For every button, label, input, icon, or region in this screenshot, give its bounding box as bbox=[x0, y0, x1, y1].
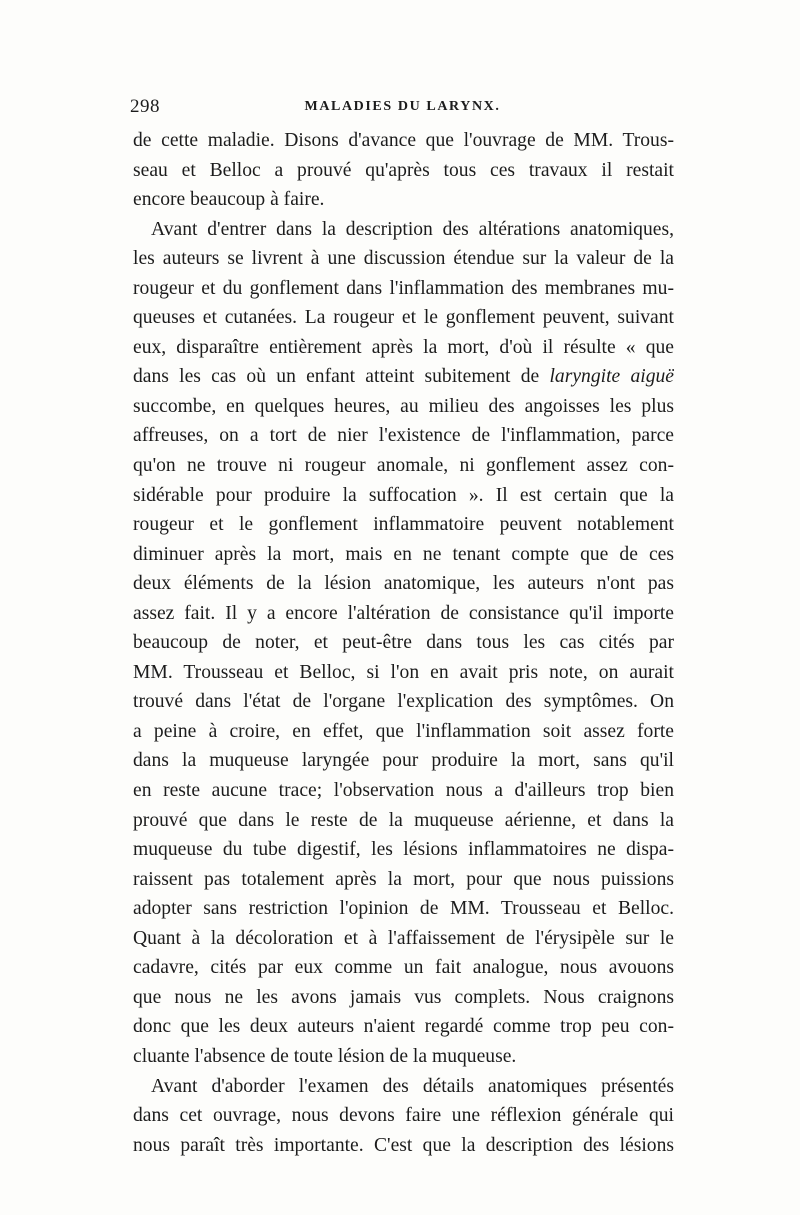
text-line: raissent pas totalement après la mort, pour que nous puissions bbox=[133, 868, 674, 890]
text-line: trouvé dans l'état de l'organe l'explication des symptômes. On bbox=[133, 691, 674, 713]
page-header bbox=[130, 96, 675, 120]
text-line: beaucoup de noter, et peut-être dans tous les cas cités par bbox=[133, 632, 674, 654]
text-line: rougeur et du gonflement dans l'inflammation des membranes mu- bbox=[133, 277, 674, 299]
text-line: qu'on ne trouve ni rougeur anomale, ni gonflement assez con- bbox=[133, 455, 674, 477]
italic-term: laryngite aiguë bbox=[549, 366, 674, 388]
running-head: MALADIES DU LARYNX. bbox=[304, 99, 501, 114]
text-line: a peine à croire, en effet, que l'inflammation soit assez forte bbox=[133, 720, 674, 742]
text-line: sidérable pour produire la suffocation ». Il est certain que la bbox=[133, 484, 674, 506]
text-line: muqueuse du tube digestif, les lésions inflammatoires ne dispa- bbox=[133, 839, 674, 861]
text-line: dans cet ouvrage, nous devons faire une réflexion générale qui bbox=[133, 1105, 674, 1127]
text-line: Avant d'entrer dans la description des altérations anatomiques, bbox=[151, 218, 674, 240]
text-line: cluante l'absence de toute lésion de la muqueuse. bbox=[133, 1045, 517, 1067]
text-line: donc que les deux auteurs n'aient regardé comme trop peu con- bbox=[133, 1016, 674, 1038]
text-line: de cette maladie. Disons d'avance que l'ouvrage de MM. Trous- bbox=[133, 130, 674, 151]
text-line: assez fait. Il y a encore l'altération de consistance qu'il importe bbox=[133, 602, 674, 624]
text-line: eux, disparaître entièrement après la mort, d'où il résulte « que bbox=[133, 336, 674, 358]
text-line: affreuses, on a tort de nier l'existence de l'inflammation, parce bbox=[133, 425, 674, 447]
text-line: deux éléments de la lésion anatomique, les auteurs n'ont pas bbox=[133, 573, 674, 595]
text-line: que nous ne les avons jamais vus complets. Nous craignons bbox=[133, 986, 674, 1008]
text-line: les auteurs se livrent à une discussion étendue sur la valeur de la bbox=[133, 248, 674, 270]
text-line: dans les cas où un enfant atteint subitement de laryngite aiguë bbox=[133, 366, 674, 388]
text-line: Avant d'aborder l'examen des détails anatomiques présentés bbox=[151, 1075, 674, 1097]
text-line: seau et Belloc a prouvé qu'après tous ces travaux il restait bbox=[133, 159, 674, 181]
text-line: MM. Trousseau et Belloc, si l'on en avait pris note, on aurait bbox=[133, 661, 674, 683]
body-text bbox=[133, 126, 674, 1160]
text-line: adopter sans restriction l'opinion de MM. Trousseau et Belloc. bbox=[133, 898, 674, 920]
text-line: queuses et cutanées. La rougeur et le gonflement peuvent, suivant bbox=[133, 307, 674, 329]
text-line: cadavre, cités par eux comme un fait analogue, nous avouons bbox=[133, 957, 674, 979]
text-line: encore beaucoup à faire. bbox=[133, 189, 325, 211]
text-line: succombe, en quelques heures, au milieu des angoisses les plus bbox=[133, 395, 674, 417]
text-line: en reste aucune trace; l'observation nous a d'ailleurs trop bien bbox=[133, 780, 674, 802]
text-line: Quant à la décoloration et à l'affaissement de l'érysipèle sur le bbox=[133, 927, 674, 949]
text-line: dans la muqueuse laryngée pour produire la mort, sans qu'il bbox=[133, 750, 674, 772]
text-line: prouvé que dans le reste de la muqueuse aérienne, et dans la bbox=[133, 809, 674, 831]
text-line: diminuer après la mort, mais en ne tenant compte que de ces bbox=[133, 543, 674, 565]
text-line: rougeur et le gonflement inflammatoire peuvent notablement bbox=[133, 514, 674, 536]
text-line: nous paraît très importante. C'est que la description des lésions bbox=[133, 1134, 674, 1156]
page-number: 298 bbox=[130, 96, 160, 117]
